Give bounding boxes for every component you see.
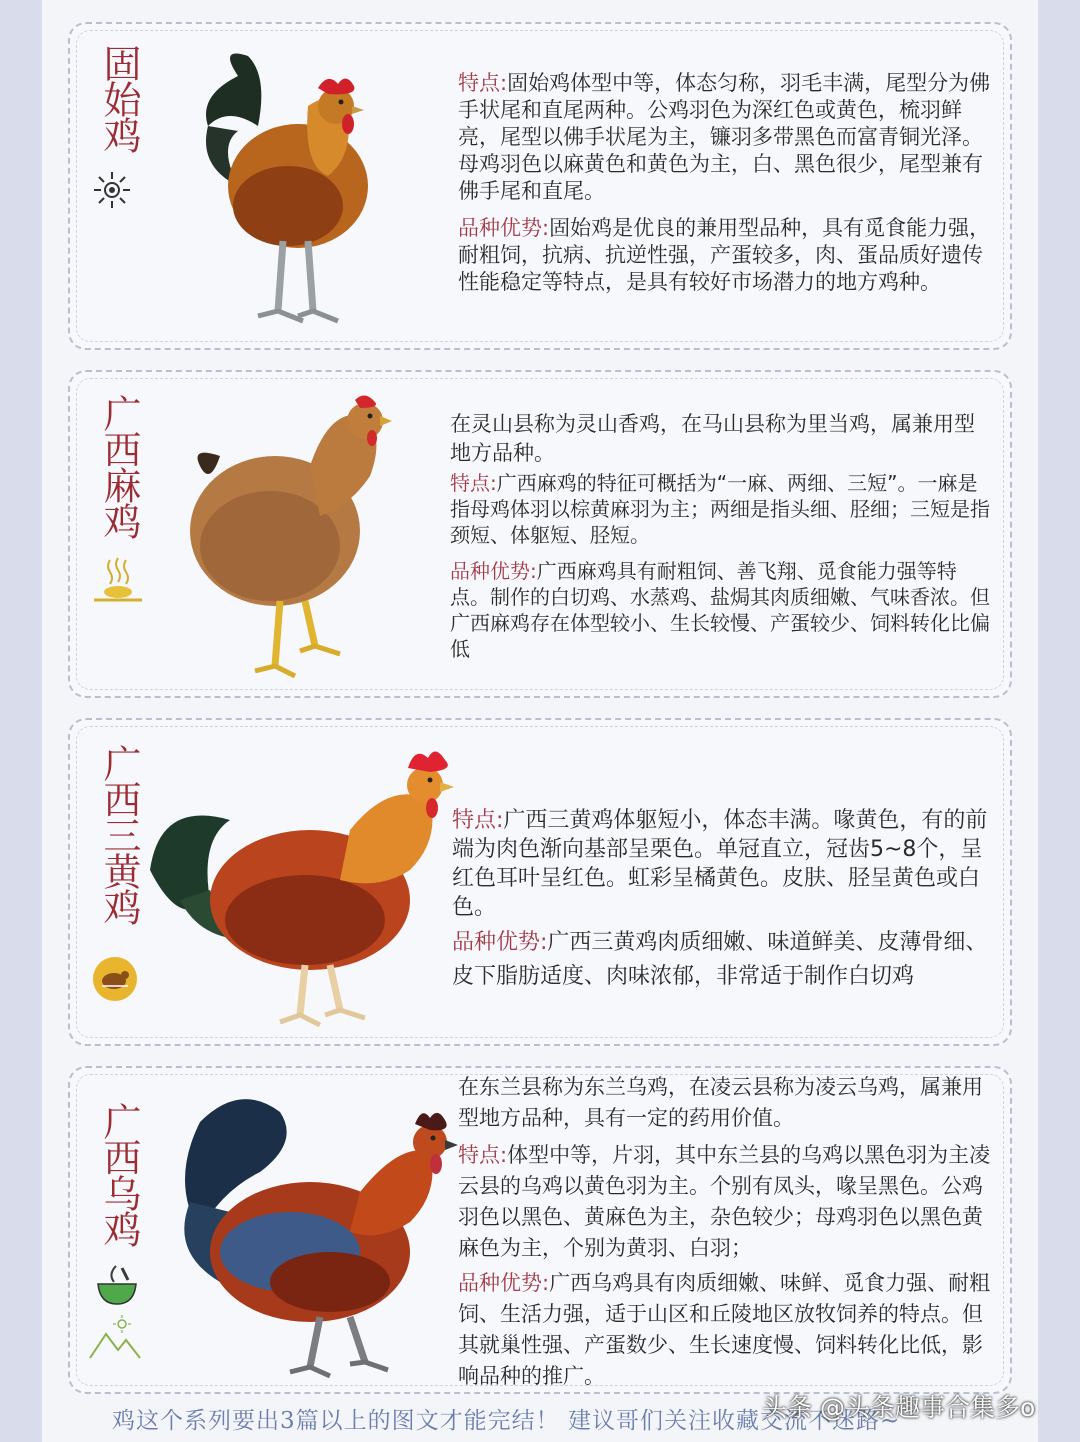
steaming-dish-icon xyxy=(90,556,146,606)
breed-title: 广西三黄鸡 xyxy=(97,744,141,924)
advantage-label: 品种优势: xyxy=(458,216,550,240)
advantage-label: 品种优势: xyxy=(452,930,548,955)
breed-description xyxy=(458,1072,998,1402)
footer-note: 鸡这个系列要出3篇以上的图文才能完结！ 建议哥们关注收藏交流不迷路~ xyxy=(112,1408,901,1434)
breed-title: 广西麻鸡 xyxy=(97,394,141,538)
feature-label: 特点: xyxy=(450,471,497,495)
guangxi-sanhuang-rooster-image xyxy=(140,740,460,1030)
feature-text: 广西麻鸡的特征可概括为“一麻、两细、三短”。一麻是指母鸡体羽以棕黄麻羽为主；两细是指头细、胫细；三短是指颈短、体躯短、胫短。 xyxy=(450,471,990,547)
advantage-text: 固始鸡是优良的兼用型品种，具有觅食能力强，耐粗饲，抗病、抗逆性强，产蛋较多，肉、蛋品质好遗传性能稳定等特点，是具有较好市场潜力的地方鸡种。 xyxy=(458,216,991,294)
advantage-label: 品种优势: xyxy=(450,559,537,583)
breed-title: 广西乌鸡 xyxy=(97,1102,141,1246)
breed-title: 固始鸡 xyxy=(97,44,141,152)
advantage-label: 品种优势: xyxy=(458,1271,550,1295)
feature-text: 广西三黄鸡体躯短小，体态丰满。喙黄色，有的前端为肉色渐向基部呈栗色。单冠直立，冠齿5~8个，呈红色耳叶呈红色。虹彩呈橘黄色。皮肤、胫呈黄色或白色。 xyxy=(452,808,988,920)
advantage-text: 广西麻鸡具有耐粗饲、善飞翔、觅食能力强等特点。制作的白切鸡、水蒸鸡、盐焗其肉质细嫩、气味香浓。但广西麻鸡存在体型较小、生长较慢、产蛋较少、饲料转化比偏低 xyxy=(450,559,990,661)
sun-emblem-icon xyxy=(92,170,132,210)
gushi-rooster-image xyxy=(178,36,378,336)
breed-card-gushi xyxy=(68,22,1012,350)
breed-description xyxy=(450,410,995,672)
breed-description xyxy=(452,806,997,1004)
intro-text: 在灵山县称为灵山香鸡，在马山县称为里当鸡，属兼用型地方品种。 xyxy=(450,412,975,465)
feature-label: 特点: xyxy=(452,808,504,833)
breed-description xyxy=(458,70,998,306)
feature-label: 特点: xyxy=(458,71,508,95)
advantage-text: 广西三黄鸡肉质细嫩、味道鲜美、皮薄骨细、皮下脂肪适度、肉味浓郁，非常适于制作白切鸡 xyxy=(452,930,988,989)
guangxi-ma-hen-image xyxy=(180,386,400,686)
guangxi-wu-rooster-image xyxy=(130,1082,460,1382)
breed-card-guangxi-ma xyxy=(68,370,1012,698)
roast-chicken-icon xyxy=(92,956,138,1002)
breed-card-guangxi-sanhuang xyxy=(68,718,1012,1046)
advantage-text: 广西乌鸡具有肉质细嫩、味鲜、觅食力强、耐粗饲、生活力强，适于山区和丘陵地区放牧饲养的特点。但其就巢性强、产蛋数少、生长速度慢、饲料转化比低，影响品种的推广。 xyxy=(458,1271,991,1388)
intro-text: 在东兰县称为东兰乌鸡，在凌云县称为凌云乌鸡，属兼用型地方品种，具有一定的药用价值。 xyxy=(458,1075,983,1130)
feature-label: 特点: xyxy=(458,1143,508,1167)
breed-card-guangxi-wu xyxy=(68,1066,1012,1394)
watermark: 头条 @头条趣事合集多o xyxy=(762,1393,1036,1422)
feature-text: 固始鸡体型中等，体态匀称，羽毛丰满，尾型分为佛手状尾和直尾两种。公鸡羽色为深红色或黄色，梳羽鲜亮，尾型以佛手状尾为主，镰羽多带黑色而富青铜光泽。母鸡羽色以麻黄色和黄色为主，白、黑色很少，尾型兼有佛手尾和直尾。 xyxy=(458,71,991,203)
feature-text: 体型中等，片羽，其中东兰县的乌鸡以黑色羽为主凌云县的乌鸡以黄色羽为主。个别有凤头，喙呈黑色。公鸡羽色以黑色、黄麻色为主，杂色较少；母鸡羽色以黑色黄麻色为主，个别为黄羽、白羽； xyxy=(458,1143,991,1260)
